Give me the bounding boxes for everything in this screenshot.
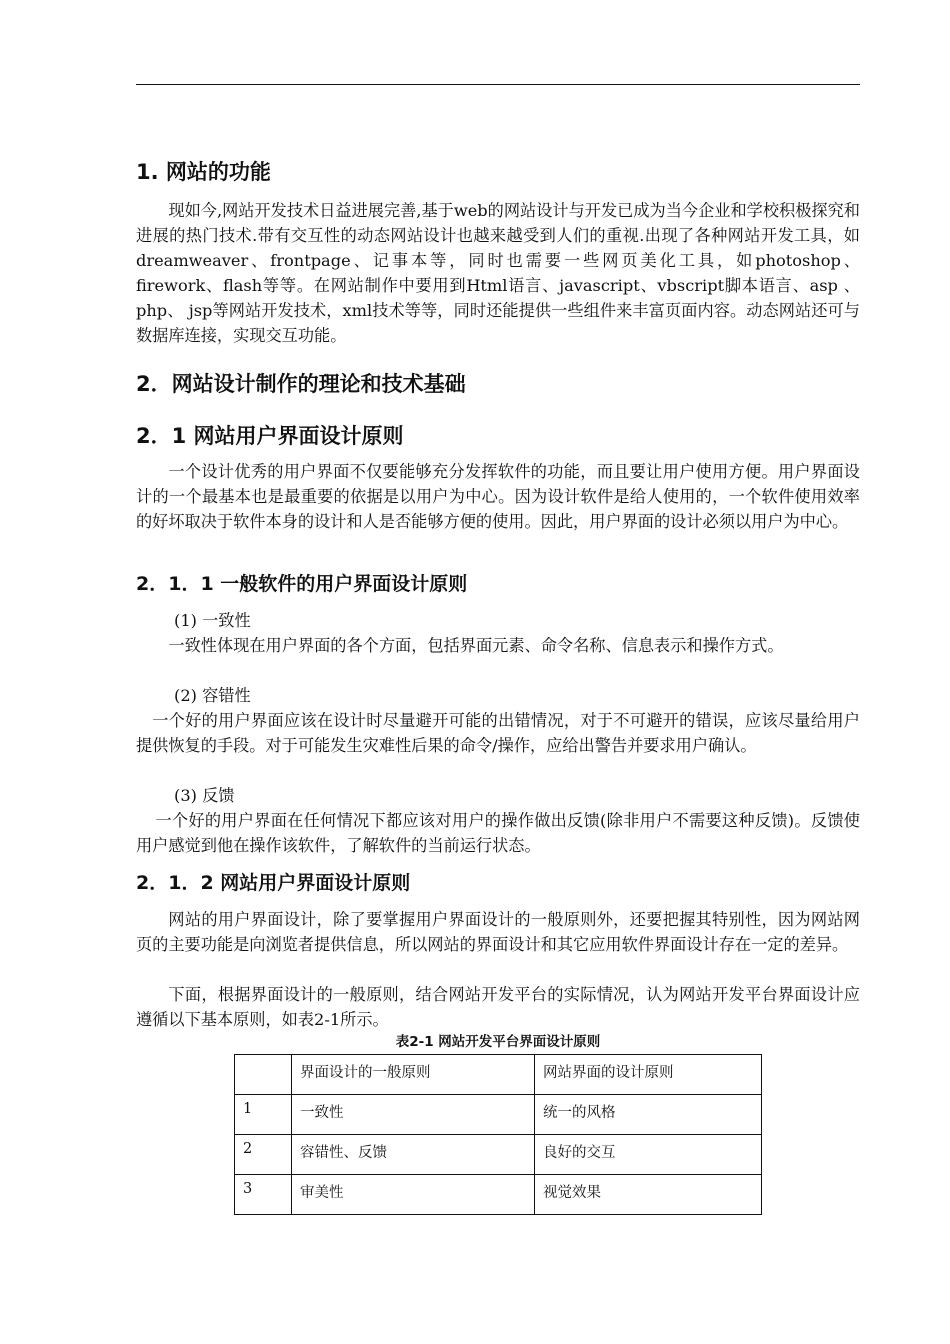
table-cell: 3 (235, 1175, 292, 1215)
section-2-1-2-heading: 2．1．2 网站用户界面设计原则 (136, 872, 411, 894)
table-cell: 1 (235, 1095, 292, 1135)
section-2-1-2-paragraph-1: 网站的用户界面设计，除了要掌握用户界面设计的一般原则外，还要把握其特别性，因为网站网页的主要功能是向浏览者提供信息，所以网站的界面设计和其它应用软件界面设计存在一定的差异。 (136, 910, 860, 954)
section-2-1-1-heading: 2．1．1 一般软件的用户界面设计原则 (136, 573, 468, 595)
principle-2-title: (2) 容错性 (174, 686, 251, 705)
table-header-cell (235, 1055, 292, 1095)
principle-1-title: (1) 一致性 (174, 611, 251, 630)
table-cell: 2 (235, 1135, 292, 1175)
table-row (235, 1135, 762, 1175)
section-2-1-heading: 2．1 网站用户界面设计原则 (136, 424, 404, 448)
table-row (235, 1175, 762, 1215)
table-cell: 视觉效果 (535, 1175, 762, 1215)
principle-1-text: 一致性体现在用户界面的各个方面，包括界面元素、命令名称、信息表示和操作方式。 (168, 636, 784, 655)
section-1-heading: 1. 网站的功能 (136, 160, 271, 184)
table-header-cell: 网站界面的设计原则 (535, 1055, 762, 1095)
principle-3-text: 一个好的用户界面在任何情况下都应该对用户的操作做出反馈(除非用户不需要这种反馈)。反馈使用户感觉到他在操作该软件，了解软件的当前运行状态。 (136, 811, 860, 855)
principle-2-text: 一个好的用户界面应该在设计时尽量避开可能的出错情况，对于不可避开的错误，应该尽量给用户提供恢复的手段。对于可能发生灾难性后果的命令/操作，应给出警告并要求用户确认。 (136, 711, 860, 755)
section-2-heading: 2．网站设计制作的理论和技术基础 (136, 372, 466, 396)
table-cell: 统一的风格 (535, 1095, 762, 1135)
table-header-row (235, 1055, 762, 1095)
table-cell: 良好的交互 (535, 1135, 762, 1175)
principle-3-title: (3) 反馈 (174, 786, 235, 805)
design-principles-table (234, 1054, 762, 1215)
table-header-cell: 界面设计的一般原则 (292, 1055, 535, 1095)
section-2-1-paragraph: 一个设计优秀的用户界面不仅要能够充分发挥软件的功能，而且要让用户使用方便。用户界面设计的一个最基本也是最重要的依据是以用户为中心。因为设计软件是给人使用的，一个软件使用效率的好坏取决于软件本身的设计和人是否能够方便的使用。因此，用户界面的设计必须以用户为中心。 (136, 462, 860, 531)
table-row (235, 1095, 762, 1135)
section-2-1-2-paragraph-2: 下面，根据界面设计的一般原则，结合网站开发平台的实际情况，认为网站开发平台界面设计应遵循以下基本原则，如表2-1所示。 (136, 985, 860, 1029)
section-1-paragraph: 现如今,网站开发技术日益进展完善,基于web的网站设计与开发已成为当今企业和学校积极探究和进展的热门技术.带有交互性的动态网站设计也越来越受到人们的重视.出现了各种网站开发工具，如dreamweaver、frontpage、记事本等，同时也需要一些网页美化工具，如photoshop、firework、flash等等。在网站制作中要用到Html语言、javascript、vbscript脚本语言、asp 、php、 jsp等网站开发技术，xml技术等等，同时还能提供一些组件来丰富页面内容。动态网站还可与数据库连接，实现交互功能。 (136, 201, 860, 345)
table-cell: 一致性 (292, 1095, 535, 1135)
table-cell: 审美性 (292, 1175, 535, 1215)
table-caption: 表2-1 网站开发平台界面设计原则 (395, 1034, 601, 1050)
header-rule (136, 84, 860, 85)
table-cell: 容错性、反馈 (292, 1135, 535, 1175)
